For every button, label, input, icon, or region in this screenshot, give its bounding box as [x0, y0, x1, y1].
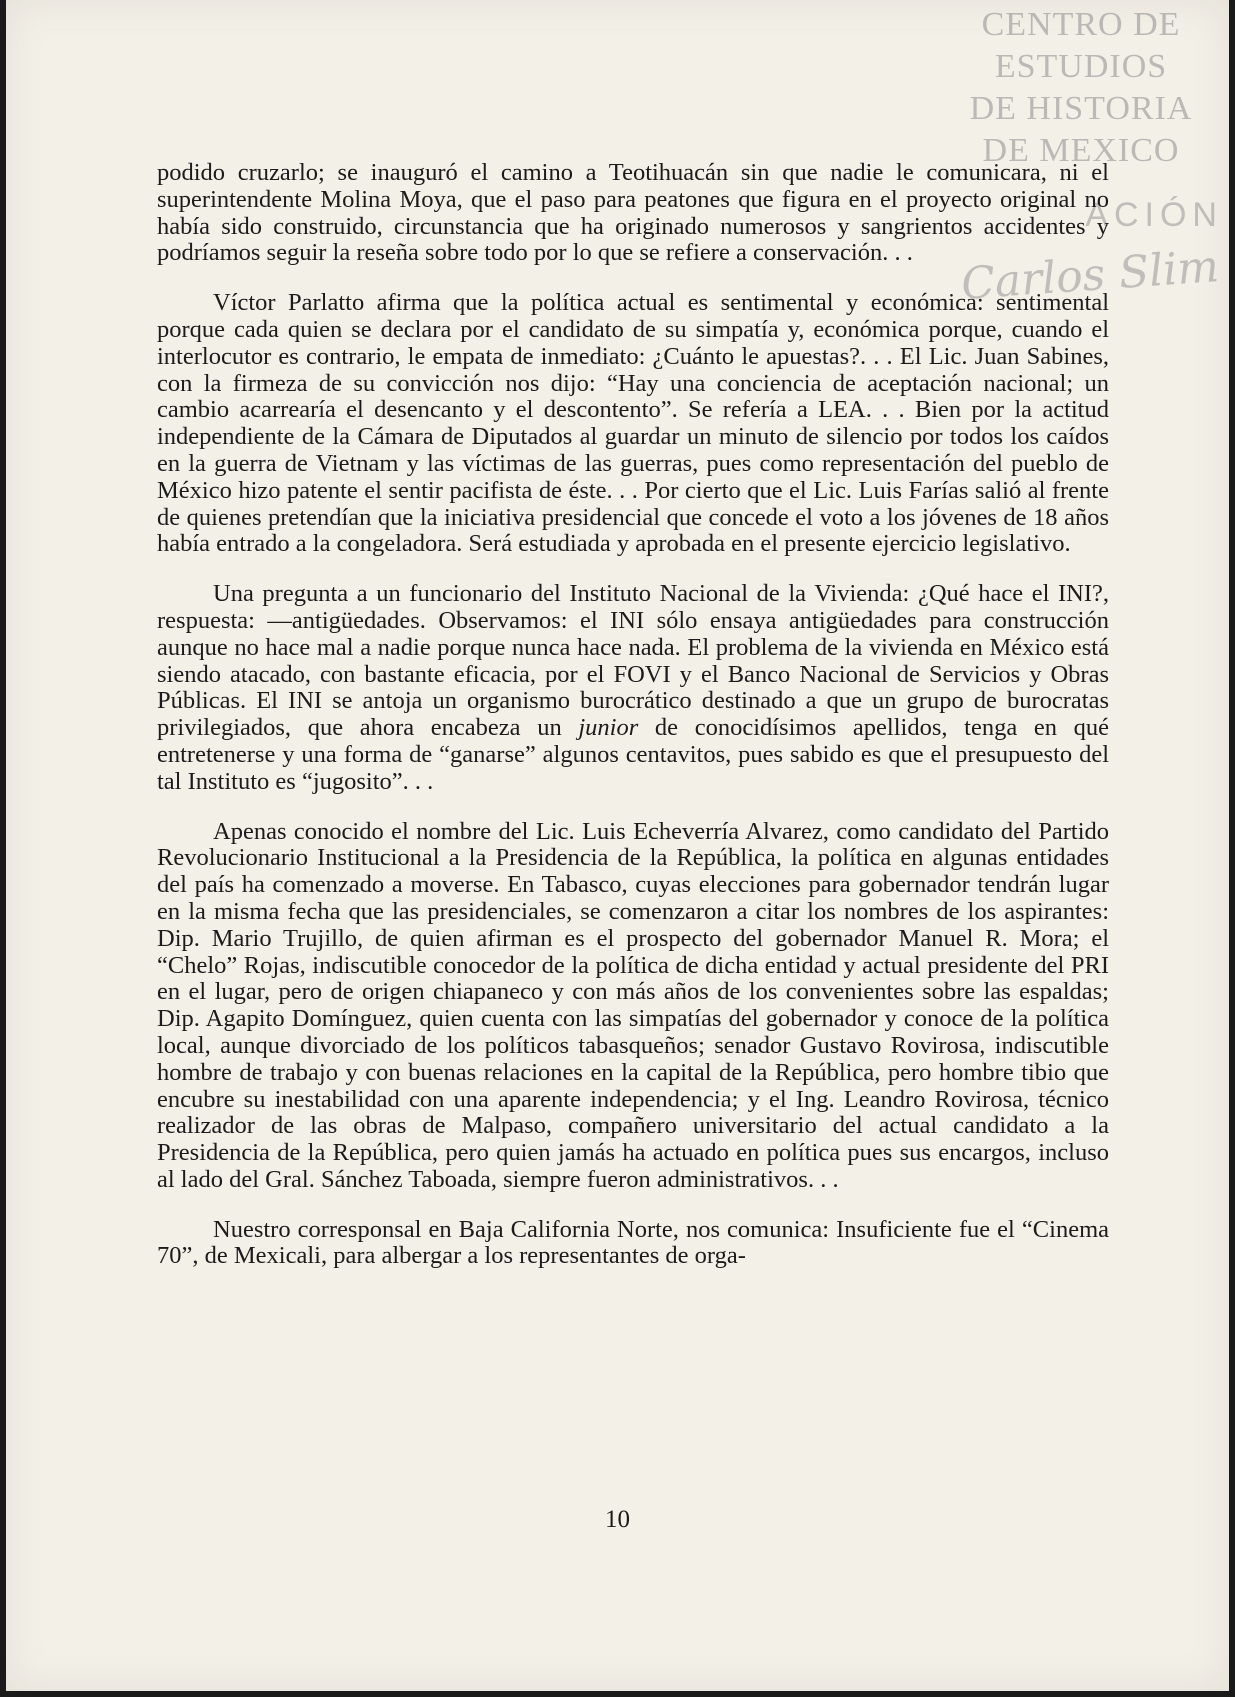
page-number: 10	[605, 1506, 630, 1533]
watermark-line: CENTRO DE	[981, 6, 1181, 43]
watermark-signature: Carlos Slim	[959, 241, 1221, 310]
paragraph-2: Víctor Parlatto afirma que la política actual es sentimental y económica: sentimental porque cada quien se declara por el candidato de su simpatía y, económica porque, cuando el interlocutor es contrario, le empata de inmediato: ¿Cuánto le apuestas?. . . El Lic. Juan Sabines, con la firmeza de su convicción nos dijo: “Hay una conciencia de aceptación nacional; un cambio acarrearía el desencanto y el descontento”. Se refería a LEA. . . Bien por la actitud independiente de la Cámara de Diputados al guardar un minuto de silencio por todos los caídos en la guerra de Vietnam y las víctimas de las guerras, pues como representación del pueblo de México hizo patente el sentir pacifista de éste. . . Por cierto que el Lic. Luis Farías salió al frente de quienes pretendían que la iniciativa presidencial que concede el voto a los jóvenes de 18 años había entrado a la congeladora. Será estudiada y aprobada en el presente ejercicio legislativo.	[157, 289, 1109, 558]
paragraph-3: Una pregunta a un funcionario del Instituto Nacional de la Vivienda: ¿Qué hace el INI?, respuesta: —antigüedades. Observamos: el INI sólo ensaya antigüedades para construcción aunque no hace mal a nadie porque nunca hace nada. El problema de la vivienda en México está siendo atacado, con bastante eficacia, por el FOVI y el Banco Nacional de Servicios y Obras Públicas. El INI se antoja un organismo burocrático destinado a que un grupo de burocratas privilegiados, que ahora encabeza un junior de conocidísimos apellidos, tenga en qué entretenerse y una forma de “ganarse” algunos centavitos, pues sabido es que el presupuesto del tal Instituto es “jugosito”. . .	[157, 580, 1109, 795]
document-page	[6, 0, 1229, 1691]
archive-watermark	[961, 4, 1201, 172]
italic-word: junior	[578, 714, 639, 742]
paragraph-1: podido cruzarlo; se inauguró el camino a Teotihuacán sin que nadie le comunicara, ni el superintendente Molina Moya, que el paso para peatones que figura en el proyecto original no había sido construido, circunstancia que ha originado numerosos y sangrientos accidentes y podríamos seguir la reseña sobre todo por lo que se refiere a conservación. . .	[157, 159, 1109, 267]
watermark-line: DE HISTORIA	[969, 90, 1193, 127]
watermark-fundacion: ACIÓN	[1085, 196, 1223, 234]
paragraph-4: Apenas conocido el nombre del Lic. Luis Echeverría Alvarez, como candidato del Partido Revolucionario Institucional a la Presidencia de la República, la política en algunas entidades del país ha comenzado a moverse. En Tabasco, cuyas elecciones para gobernador tendrán lugar en la misma fecha que las presidenciales, se comenzaron a citar los nombres de los aspirantes: Dip. Mario Trujillo, de quien afirman es el prospecto del gobernador Manuel R. Mora; el “Chelo” Rojas, indiscutible conocedor de la política de dicha entidad y actual presidente del PRI en el lugar, pero de origen chiapaneco y con más años de los convenientes sobre las espaldas; Dip. Agapito Domínguez, quien cuenta con las simpatías del gobernador y conoce de la política local, aunque divorciado de los políticos tabasqueños; senador Gustavo Rovirosa, indiscutible hombre de trabajo y con buenas relaciones en la capital de la República, pero hombre tibio que encubre su inestabilidad con una aparente independencia; y el Ing. Leandro Rovirosa, técnico realizador de las obras de Malpaso, compañero universitario del actual candidato a la Presidencia de la República, pero quien jamás ha actuado en política pues sus encargos, incluso al lado del Gral. Sánchez Taboada, siempre fueron administrativos. . .	[157, 817, 1109, 1193]
article-body	[157, 160, 1109, 1293]
paragraph-5: Nuestro corresponsal en Baja California Norte, nos comunica: Insuficiente fue el “Cinema 70”, de Mexicali, para albergar a los representantes de orga-	[157, 1215, 1109, 1270]
watermark-line: DE MEXICO	[982, 132, 1180, 169]
watermark-line: ESTUDIOS	[994, 48, 1168, 85]
